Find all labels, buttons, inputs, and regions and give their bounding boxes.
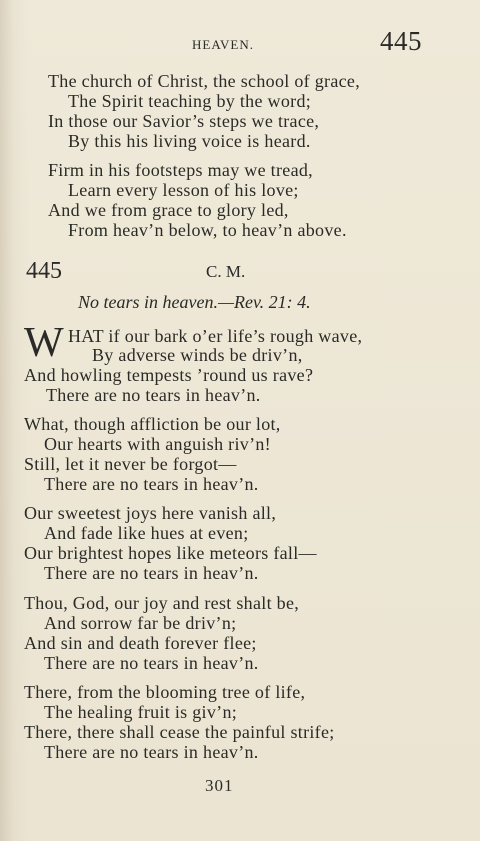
- hymn-meter: C. M.: [206, 262, 246, 281]
- verse-line: Our brightest hopes like meteors fall—: [24, 543, 317, 563]
- running-head: HEAVEN.: [192, 37, 255, 52]
- verse-line: There are no tears in heav’n.: [44, 563, 259, 583]
- verse-line: There, from the blooming tree of life,: [24, 682, 306, 702]
- hymn-subtitle: No tears in heaven.—Rev. 21: 4.: [78, 292, 311, 312]
- verse-line: Still, let it never be forgot—: [24, 454, 237, 474]
- verse-line: There are no tears in heav’n.: [44, 653, 259, 673]
- verse-line: Our hearts with anguish riv’n!: [44, 434, 271, 454]
- verse-line: There are no tears in heav’n.: [44, 474, 259, 494]
- verse-line: The Spirit teaching by the word;: [68, 91, 312, 111]
- verse-line: There are no tears in heav’n.: [44, 742, 259, 762]
- verse-line: And we from grace to glory led,: [48, 200, 289, 220]
- hymn-number: 445: [26, 258, 62, 284]
- verse-line: And sin and death forever flee;: [24, 633, 257, 653]
- verse-line: And howling tempests ’round us rave?: [24, 365, 314, 385]
- page-number: 301: [205, 776, 234, 795]
- verse-line: The healing fruit is giv’n;: [44, 702, 238, 722]
- verse-line: What, though affliction be our lot,: [24, 414, 281, 434]
- verse-line: HAT if our bark o’er life’s rough wave,: [68, 326, 363, 346]
- verse-line: And sorrow far be driv’n;: [44, 613, 237, 633]
- verse-line: Firm in his footsteps may we tread,: [48, 160, 313, 180]
- verse-line: And fade like hues at even;: [44, 523, 249, 543]
- header-hymn-number: 445: [380, 26, 422, 56]
- verse-line: Our sweetest joys here vanish all,: [24, 503, 277, 523]
- drop-cap: W: [24, 320, 64, 366]
- verse-line: There are no tears in heav’n.: [46, 385, 261, 405]
- verse-line: By this his living voice is heard.: [68, 131, 311, 151]
- verse-line: The church of Christ, the school of grace,: [48, 71, 360, 91]
- verse-line: Learn every lesson of his love;: [68, 180, 299, 200]
- verse-line: In those our Savior’s steps we trace,: [48, 111, 320, 131]
- verse-line: By adverse winds be driv’n,: [92, 345, 303, 365]
- verse-line: There, there shall cease the painful strife;: [24, 722, 335, 742]
- hymn-heading: [0, 258, 480, 288]
- verse-line: Thou, God, our joy and rest shalt be,: [24, 593, 300, 613]
- page-header: [0, 26, 480, 60]
- verse-line: From heav’n below, to heav’n above.: [68, 220, 347, 240]
